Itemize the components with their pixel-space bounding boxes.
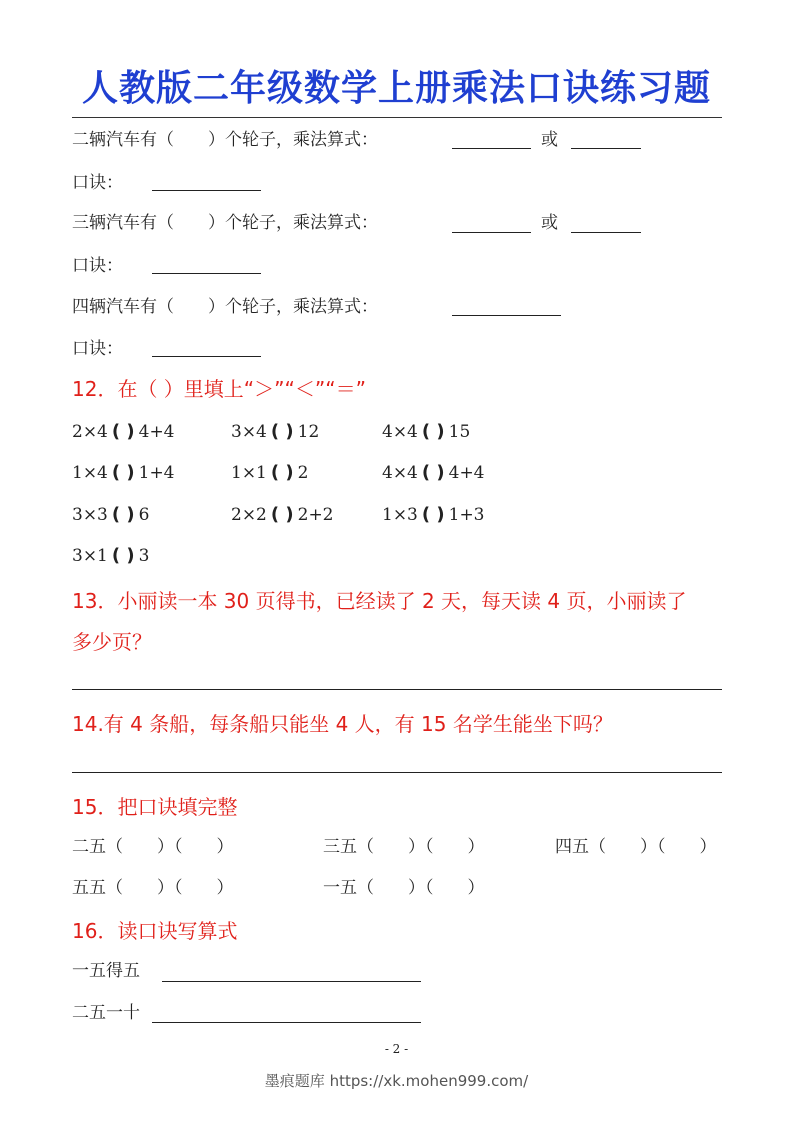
koujue-text-2: 二五一十 <box>72 1003 140 1023</box>
equation-blank-2[interactable] <box>152 1022 421 1023</box>
question-15-title: 15．把口诀填完整 <box>72 795 238 819</box>
compare-blank[interactable]: ( ) <box>270 421 294 442</box>
formula-blank-3a[interactable] <box>452 315 561 316</box>
question-12-title: 12．在（ ）里填上“＞”“＜”“＝” <box>72 377 366 401</box>
compare-item <box>72 545 149 567</box>
formula-blank-1a[interactable] <box>452 148 531 149</box>
car-question-3: 四辆汽车有（ ）个轮子，乘法算式： <box>72 297 378 317</box>
compare-item <box>382 421 470 443</box>
koujue-blank-1[interactable] <box>152 190 261 191</box>
compare-left: 1×4 <box>72 463 108 483</box>
compare-right: 1+4 <box>138 463 175 483</box>
compare-left: 3×4 <box>231 422 267 442</box>
compare-left: 2×2 <box>231 505 267 525</box>
compare-blank[interactable]: ( ) <box>270 462 294 483</box>
compare-item <box>231 462 308 484</box>
compare-left: 3×3 <box>72 505 108 525</box>
compare-blank[interactable]: ( ) <box>111 462 135 483</box>
formula-blank-2b[interactable] <box>571 232 641 233</box>
compare-right: 12 <box>297 422 320 442</box>
compare-left: 4×4 <box>382 422 418 442</box>
compare-left: 3×1 <box>72 546 108 566</box>
koujue-blank-3[interactable] <box>152 356 261 357</box>
compare-blank[interactable]: ( ) <box>421 462 445 483</box>
koujue-label-2: 口诀： <box>72 256 123 276</box>
car-question-2: 三辆汽车有（ ）个轮子，乘法算式： <box>72 213 378 233</box>
compare-right: 15 <box>448 422 471 442</box>
compare-right: 2 <box>297 463 309 483</box>
koujue-label-3: 口诀： <box>72 339 123 359</box>
footer-watermark: 墨痕题库 https://xk.mohen999.com/ <box>264 1072 529 1090</box>
compare-right: 4+4 <box>138 422 175 442</box>
compare-blank[interactable]: ( ) <box>270 504 294 525</box>
compare-left: 1×3 <box>382 505 418 525</box>
compare-item <box>72 462 175 484</box>
compare-right: 4+4 <box>448 463 485 483</box>
formula-blank-1b[interactable] <box>571 148 641 149</box>
or-label-1: 或 <box>541 130 558 150</box>
equation-blank-1[interactable] <box>162 981 421 982</box>
compare-left: 1×1 <box>231 463 267 483</box>
car-question-1: 二辆汽车有（ ）个轮子，乘法算式： <box>72 130 378 150</box>
formula-blank-2a[interactable] <box>452 232 531 233</box>
question-13-line2: 多少页？ <box>72 630 152 654</box>
compare-blank[interactable]: ( ) <box>421 421 445 442</box>
question-14-text: 14.有 4 条船，每条船只能坐 4 人，有 15 名学生能坐下吗？ <box>72 712 613 736</box>
answer-line-14[interactable] <box>72 772 722 773</box>
page-number: - 2 - <box>384 1042 409 1056</box>
compare-right: 1+3 <box>448 505 485 525</box>
or-label-2: 或 <box>541 213 558 233</box>
compare-right: 3 <box>138 546 150 566</box>
compare-right: 6 <box>138 505 150 525</box>
compare-blank[interactable]: ( ) <box>111 545 135 566</box>
compare-left: 4×4 <box>382 463 418 483</box>
koujue-label-1: 口诀： <box>72 173 123 193</box>
compare-blank[interactable]: ( ) <box>421 504 445 525</box>
compare-item <box>231 504 334 526</box>
answer-line-13[interactable] <box>72 689 722 690</box>
koujue-fill-item[interactable]: 二五（ ）（ ） <box>72 837 234 857</box>
compare-blank[interactable]: ( ) <box>111 504 135 525</box>
compare-right: 2+2 <box>297 505 334 525</box>
compare-item <box>382 462 485 484</box>
compare-item <box>231 421 319 443</box>
page-title: 人教版二年级数学上册乘法口诀练习题 <box>81 68 711 109</box>
koujue-fill-item[interactable]: 一五（ ）（ ） <box>323 878 485 898</box>
compare-blank[interactable]: ( ) <box>111 421 135 442</box>
koujue-fill-item[interactable]: 四五（ ）（ ） <box>555 837 717 857</box>
compare-left: 2×4 <box>72 422 108 442</box>
question-13-line1: 13．小丽读一本 30 页得书，已经读了 2 天，每天读 4 页，小丽读了 <box>72 589 687 613</box>
koujue-fill-item[interactable]: 三五（ ）（ ） <box>323 837 485 857</box>
compare-item <box>72 504 149 526</box>
koujue-blank-2[interactable] <box>152 273 261 274</box>
question-16-title: 16．读口诀写算式 <box>72 919 238 943</box>
title-divider <box>72 117 722 118</box>
compare-item <box>72 421 175 443</box>
koujue-fill-item[interactable]: 五五（ ）（ ） <box>72 878 234 898</box>
koujue-text-1: 一五得五 <box>72 961 140 981</box>
compare-item <box>382 504 485 526</box>
